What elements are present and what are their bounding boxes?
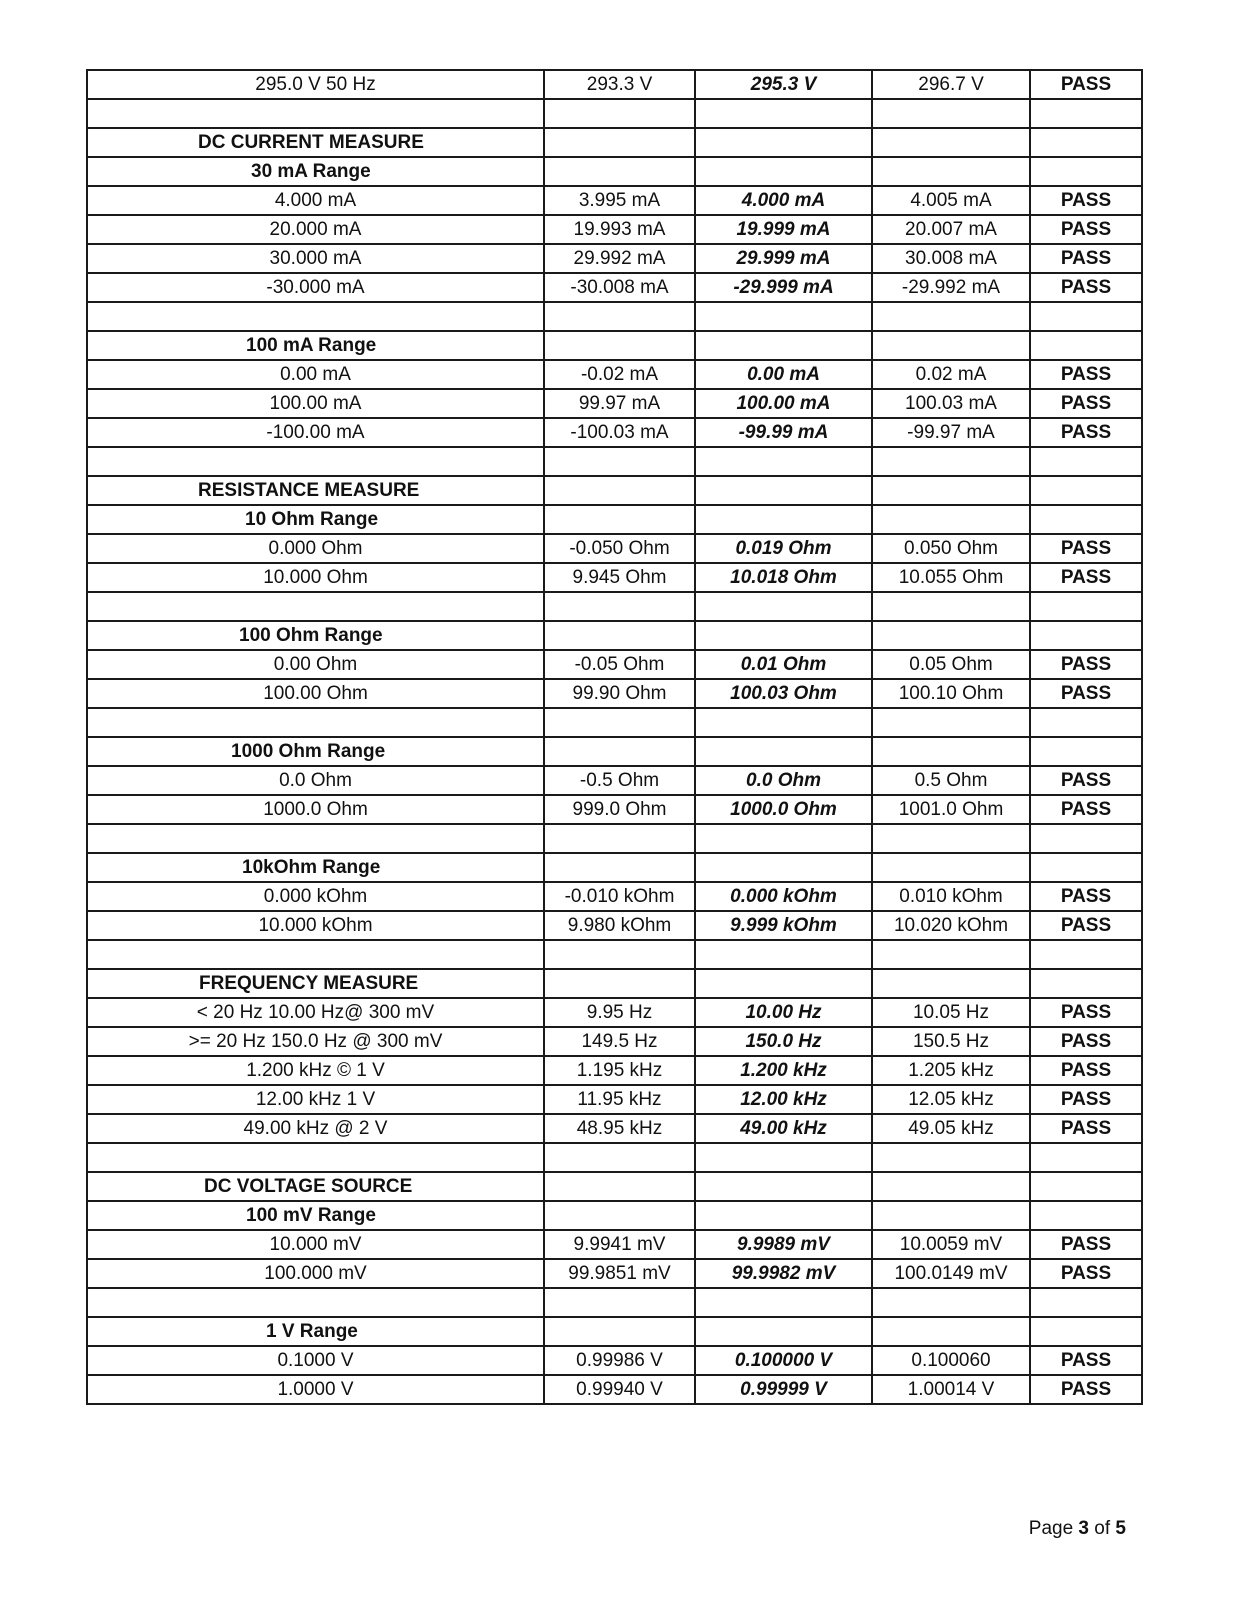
empty-cell (1030, 940, 1142, 969)
empty-cell (544, 708, 695, 737)
empty-cell (544, 824, 695, 853)
table-row (87, 1056, 1142, 1085)
table-row (87, 389, 1142, 418)
measured-value-cell: 0.99999 V (695, 1375, 872, 1404)
blank-row (87, 1288, 1142, 1317)
result-cell: PASS (1030, 650, 1142, 679)
section-title: RESISTANCE MEASURE (87, 476, 544, 505)
range-header-row (87, 157, 1142, 186)
lower-limit-cell: 48.95 kHz (544, 1114, 695, 1143)
upper-limit-cell: 0.050 Ohm (872, 534, 1030, 563)
empty-cell (695, 505, 872, 534)
table-row (87, 418, 1142, 447)
nominal-cell: 100.000 mV (87, 1259, 544, 1288)
upper-limit-cell: 0.100060 (872, 1346, 1030, 1375)
of-word: of (1094, 1518, 1111, 1539)
empty-cell (544, 447, 695, 476)
empty-cell (544, 99, 695, 128)
nominal-cell: 0.000 Ohm (87, 534, 544, 563)
empty-cell (872, 1288, 1030, 1317)
upper-limit-cell: 10.05 Hz (872, 998, 1030, 1027)
empty-cell (544, 128, 695, 157)
result-cell: PASS (1030, 998, 1142, 1027)
empty-cell (1030, 1143, 1142, 1172)
range-title: 10 Ohm Range (87, 505, 544, 534)
section-header-row (87, 128, 1142, 157)
lower-limit-cell: -0.02 mA (544, 360, 695, 389)
nominal-cell: 1000.0 Ohm (87, 795, 544, 824)
table-row (87, 766, 1142, 795)
nominal-cell: 30.000 mA (87, 244, 544, 273)
empty-cell (872, 1172, 1030, 1201)
result-cell: PASS (1030, 1259, 1142, 1288)
empty-cell (872, 621, 1030, 650)
result-cell: PASS (1030, 70, 1142, 99)
lower-limit-cell: -30.008 mA (544, 273, 695, 302)
empty-cell (1030, 969, 1142, 998)
empty-cell (695, 331, 872, 360)
upper-limit-cell: 100.03 mA (872, 389, 1030, 418)
empty-cell (695, 99, 872, 128)
empty-cell (1030, 157, 1142, 186)
empty-cell (1030, 737, 1142, 766)
nominal-cell: -100.00 mA (87, 418, 544, 447)
upper-limit-cell: 1.00014 V (872, 1375, 1030, 1404)
empty-cell (872, 476, 1030, 505)
section-title: DC VOLTAGE SOURCE (87, 1172, 544, 1201)
table-row (87, 1230, 1142, 1259)
measured-value-cell: 12.00 kHz (695, 1085, 872, 1114)
nominal-cell: 0.1000 V (87, 1346, 544, 1375)
nominal-cell: 100.00 Ohm (87, 679, 544, 708)
empty-cell (1030, 592, 1142, 621)
empty-cell (1030, 1201, 1142, 1230)
table-row (87, 534, 1142, 563)
empty-cell (87, 940, 544, 969)
empty-cell (695, 708, 872, 737)
range-header-row (87, 331, 1142, 360)
blank-row (87, 824, 1142, 853)
empty-cell (1030, 853, 1142, 882)
empty-cell (1030, 128, 1142, 157)
upper-limit-cell: 100.10 Ohm (872, 679, 1030, 708)
table-row (87, 215, 1142, 244)
nominal-cell: 1.0000 V (87, 1375, 544, 1404)
upper-limit-cell: 0.5 Ohm (872, 766, 1030, 795)
upper-limit-cell: 4.005 mA (872, 186, 1030, 215)
table-row (87, 882, 1142, 911)
empty-cell (872, 157, 1030, 186)
empty-cell (695, 302, 872, 331)
empty-cell (695, 1143, 872, 1172)
empty-cell (544, 331, 695, 360)
upper-limit-cell: 100.0149 mV (872, 1259, 1030, 1288)
nominal-cell: 0.000 kOhm (87, 882, 544, 911)
upper-limit-cell: -99.97 mA (872, 418, 1030, 447)
empty-cell (695, 737, 872, 766)
calibration-results-table (86, 69, 1143, 1405)
upper-limit-cell: 0.02 mA (872, 360, 1030, 389)
page-total: 5 (1115, 1518, 1126, 1539)
upper-limit-cell: 1.205 kHz (872, 1056, 1030, 1085)
empty-cell (695, 1172, 872, 1201)
measured-value-cell: 0.000 kOhm (695, 882, 872, 911)
result-cell: PASS (1030, 389, 1142, 418)
empty-cell (544, 621, 695, 650)
upper-limit-cell: 0.010 kOhm (872, 882, 1030, 911)
table-row (87, 1346, 1142, 1375)
empty-cell (544, 505, 695, 534)
lower-limit-cell: 1.195 kHz (544, 1056, 695, 1085)
table-row (87, 273, 1142, 302)
empty-cell (695, 1317, 872, 1346)
range-title: 10kOhm Range (87, 853, 544, 882)
nominal-cell: 100.00 mA (87, 389, 544, 418)
empty-cell (872, 1143, 1030, 1172)
table-row (87, 563, 1142, 592)
empty-cell (695, 128, 872, 157)
measured-value-cell: 99.9982 mV (695, 1259, 872, 1288)
empty-cell (544, 476, 695, 505)
result-cell: PASS (1030, 911, 1142, 940)
upper-limit-cell: 296.7 V (872, 70, 1030, 99)
result-cell: PASS (1030, 563, 1142, 592)
measured-value-cell: 19.999 mA (695, 215, 872, 244)
nominal-cell: 49.00 kHz @ 2 V (87, 1114, 544, 1143)
range-header-row (87, 853, 1142, 882)
result-cell: PASS (1030, 1375, 1142, 1404)
lower-limit-cell: 19.993 mA (544, 215, 695, 244)
result-cell: PASS (1030, 1346, 1142, 1375)
empty-cell (1030, 331, 1142, 360)
lower-limit-cell: 99.97 mA (544, 389, 695, 418)
range-header-row (87, 1201, 1142, 1230)
upper-limit-cell: 10.0059 mV (872, 1230, 1030, 1259)
upper-limit-cell: 49.05 kHz (872, 1114, 1030, 1143)
result-cell: PASS (1030, 360, 1142, 389)
blank-row (87, 99, 1142, 128)
upper-limit-cell: -29.992 mA (872, 273, 1030, 302)
table-row (87, 1259, 1142, 1288)
upper-limit-cell: 20.007 mA (872, 215, 1030, 244)
result-cell: PASS (1030, 766, 1142, 795)
empty-cell (695, 157, 872, 186)
table-row (87, 244, 1142, 273)
empty-cell (695, 621, 872, 650)
measured-value-cell: 150.0 Hz (695, 1027, 872, 1056)
table-row (87, 911, 1142, 940)
lower-limit-cell: 293.3 V (544, 70, 695, 99)
result-cell: PASS (1030, 273, 1142, 302)
blank-row (87, 447, 1142, 476)
measured-value-cell: 295.3 V (695, 70, 872, 99)
empty-cell (87, 824, 544, 853)
empty-cell (544, 157, 695, 186)
empty-cell (872, 447, 1030, 476)
nominal-cell: 0.00 Ohm (87, 650, 544, 679)
range-header-row (87, 621, 1142, 650)
empty-cell (695, 969, 872, 998)
nominal-cell: 10.000 kOhm (87, 911, 544, 940)
empty-cell (695, 824, 872, 853)
measured-value-cell: 100.00 mA (695, 389, 872, 418)
empty-cell (1030, 505, 1142, 534)
result-cell: PASS (1030, 1056, 1142, 1085)
page-current: 3 (1078, 1518, 1089, 1539)
lower-limit-cell: 0.99986 V (544, 1346, 695, 1375)
measured-value-cell: 0.0 Ohm (695, 766, 872, 795)
measured-value-cell: 9.999 kOhm (695, 911, 872, 940)
section-title: DC CURRENT MEASURE (87, 128, 544, 157)
upper-limit-cell: 12.05 kHz (872, 1085, 1030, 1114)
blank-row (87, 940, 1142, 969)
measured-value-cell: 0.019 Ohm (695, 534, 872, 563)
upper-limit-cell: 0.05 Ohm (872, 650, 1030, 679)
section-header-row (87, 969, 1142, 998)
empty-cell (872, 737, 1030, 766)
empty-cell (872, 969, 1030, 998)
upper-limit-cell: 1001.0 Ohm (872, 795, 1030, 824)
empty-cell (1030, 1288, 1142, 1317)
page-word: Page (1028, 1518, 1074, 1539)
lower-limit-cell: 9.95 Hz (544, 998, 695, 1027)
upper-limit-cell: 10.020 kOhm (872, 911, 1030, 940)
nominal-cell: 10.000 Ohm (87, 563, 544, 592)
nominal-cell: 0.0 Ohm (87, 766, 544, 795)
lower-limit-cell: 99.9851 mV (544, 1259, 695, 1288)
lower-limit-cell: -0.050 Ohm (544, 534, 695, 563)
table-row (87, 70, 1142, 99)
measured-value-cell: 9.9989 mV (695, 1230, 872, 1259)
lower-limit-cell: 99.90 Ohm (544, 679, 695, 708)
range-title: 100 mV Range (87, 1201, 544, 1230)
range-title: 30 mA Range (87, 157, 544, 186)
measured-value-cell: 0.01 Ohm (695, 650, 872, 679)
empty-cell (544, 1143, 695, 1172)
blank-row (87, 1143, 1142, 1172)
lower-limit-cell: 29.992 mA (544, 244, 695, 273)
range-title: 100 mA Range (87, 331, 544, 360)
empty-cell (1030, 302, 1142, 331)
table-row (87, 650, 1142, 679)
upper-limit-cell: 30.008 mA (872, 244, 1030, 273)
nominal-cell: 295.0 V 50 Hz (87, 70, 544, 99)
table-row (87, 1375, 1142, 1404)
lower-limit-cell: -0.010 kOhm (544, 882, 695, 911)
section-header-row (87, 476, 1142, 505)
result-cell: PASS (1030, 1230, 1142, 1259)
empty-cell (1030, 824, 1142, 853)
nominal-cell: < 20 Hz 10.00 Hz@ 300 mV (87, 998, 544, 1027)
result-cell: PASS (1030, 186, 1142, 215)
lower-limit-cell: -100.03 mA (544, 418, 695, 447)
empty-cell (544, 940, 695, 969)
empty-cell (544, 1317, 695, 1346)
empty-cell (87, 447, 544, 476)
table-row (87, 679, 1142, 708)
measured-value-cell: 10.018 Ohm (695, 563, 872, 592)
empty-cell (544, 302, 695, 331)
nominal-cell: 20.000 mA (87, 215, 544, 244)
empty-cell (87, 708, 544, 737)
result-cell: PASS (1030, 1027, 1142, 1056)
empty-cell (872, 302, 1030, 331)
empty-cell (695, 447, 872, 476)
empty-cell (544, 969, 695, 998)
empty-cell (1030, 708, 1142, 737)
page-number (1029, 1518, 1126, 1540)
table-row (87, 360, 1142, 389)
section-header-row (87, 1172, 1142, 1201)
empty-cell (544, 1288, 695, 1317)
range-title: 1000 Ohm Range (87, 737, 544, 766)
empty-cell (1030, 99, 1142, 128)
empty-cell (695, 476, 872, 505)
result-cell: PASS (1030, 244, 1142, 273)
range-title: 1 V Range (87, 1317, 544, 1346)
upper-limit-cell: 10.055 Ohm (872, 563, 1030, 592)
lower-limit-cell: -0.5 Ohm (544, 766, 695, 795)
measured-value-cell: 0.100000 V (695, 1346, 872, 1375)
lower-limit-cell: 999.0 Ohm (544, 795, 695, 824)
result-cell: PASS (1030, 882, 1142, 911)
upper-limit-cell: 150.5 Hz (872, 1027, 1030, 1056)
measured-value-cell: -99.99 mA (695, 418, 872, 447)
empty-cell (1030, 1317, 1142, 1346)
empty-cell (695, 1288, 872, 1317)
table-row (87, 1085, 1142, 1114)
blank-row (87, 708, 1142, 737)
measured-value-cell: 1000.0 Ohm (695, 795, 872, 824)
empty-cell (695, 592, 872, 621)
empty-cell (1030, 1172, 1142, 1201)
section-title: FREQUENCY MEASURE (87, 969, 544, 998)
result-cell: PASS (1030, 795, 1142, 824)
empty-cell (87, 99, 544, 128)
nominal-cell: 4.000 mA (87, 186, 544, 215)
result-cell: PASS (1030, 215, 1142, 244)
lower-limit-cell: -0.05 Ohm (544, 650, 695, 679)
empty-cell (872, 1317, 1030, 1346)
empty-cell (872, 853, 1030, 882)
empty-cell (87, 592, 544, 621)
empty-cell (544, 853, 695, 882)
empty-cell (872, 940, 1030, 969)
result-cell: PASS (1030, 679, 1142, 708)
measured-value-cell: 1.200 kHz (695, 1056, 872, 1085)
range-header-row (87, 737, 1142, 766)
empty-cell (695, 940, 872, 969)
empty-cell (87, 1143, 544, 1172)
lower-limit-cell: 9.945 Ohm (544, 563, 695, 592)
empty-cell (872, 331, 1030, 360)
nominal-cell: 10.000 mV (87, 1230, 544, 1259)
result-cell: PASS (1030, 1114, 1142, 1143)
result-cell: PASS (1030, 1085, 1142, 1114)
nominal-cell: >= 20 Hz 150.0 Hz @ 300 mV (87, 1027, 544, 1056)
lower-limit-cell: 9.9941 mV (544, 1230, 695, 1259)
measured-value-cell: -29.999 mA (695, 273, 872, 302)
table-row (87, 795, 1142, 824)
empty-cell (872, 505, 1030, 534)
nominal-cell: 1.200 kHz © 1 V (87, 1056, 544, 1085)
measured-value-cell: 100.03 Ohm (695, 679, 872, 708)
table-row (87, 998, 1142, 1027)
blank-row (87, 302, 1142, 331)
empty-cell (872, 708, 1030, 737)
nominal-cell: 12.00 kHz 1 V (87, 1085, 544, 1114)
range-header-row (87, 1317, 1142, 1346)
measured-value-cell: 29.999 mA (695, 244, 872, 273)
lower-limit-cell: 0.99940 V (544, 1375, 695, 1404)
table-row (87, 1114, 1142, 1143)
measured-value-cell: 49.00 kHz (695, 1114, 872, 1143)
measured-value-cell: 10.00 Hz (695, 998, 872, 1027)
blank-row (87, 592, 1142, 621)
empty-cell (695, 1201, 872, 1230)
empty-cell (1030, 476, 1142, 505)
empty-cell (872, 592, 1030, 621)
empty-cell (87, 302, 544, 331)
nominal-cell: -30.000 mA (87, 273, 544, 302)
range-header-row (87, 505, 1142, 534)
table-row (87, 186, 1142, 215)
nominal-cell: 0.00 mA (87, 360, 544, 389)
result-cell: PASS (1030, 534, 1142, 563)
table-row (87, 1027, 1142, 1056)
empty-cell (87, 1288, 544, 1317)
empty-cell (872, 824, 1030, 853)
empty-cell (872, 1201, 1030, 1230)
lower-limit-cell: 11.95 kHz (544, 1085, 695, 1114)
range-title: 100 Ohm Range (87, 621, 544, 650)
empty-cell (544, 592, 695, 621)
measured-value-cell: 0.00 mA (695, 360, 872, 389)
lower-limit-cell: 149.5 Hz (544, 1027, 695, 1056)
empty-cell (544, 737, 695, 766)
result-cell: PASS (1030, 418, 1142, 447)
empty-cell (544, 1201, 695, 1230)
lower-limit-cell: 3.995 mA (544, 186, 695, 215)
empty-cell (872, 128, 1030, 157)
empty-cell (544, 1172, 695, 1201)
empty-cell (1030, 447, 1142, 476)
lower-limit-cell: 9.980 kOhm (544, 911, 695, 940)
measured-value-cell: 4.000 mA (695, 186, 872, 215)
empty-cell (695, 853, 872, 882)
empty-cell (872, 99, 1030, 128)
empty-cell (1030, 621, 1142, 650)
